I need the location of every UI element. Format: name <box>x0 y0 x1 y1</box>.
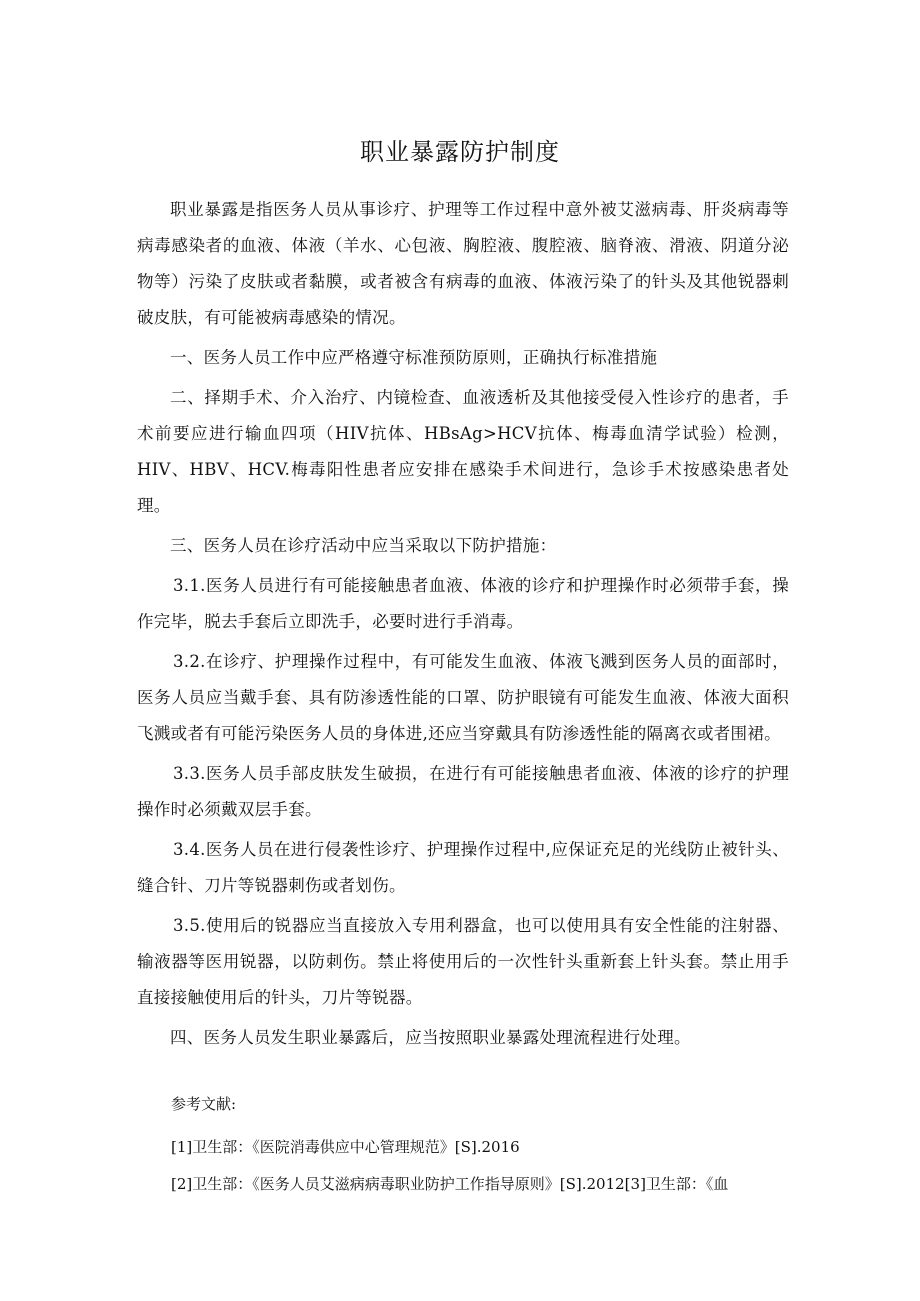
paragraph-section-3: 三、医务人员在诊疗活动中应当采取以下防护措施： <box>170 536 557 555</box>
paragraph-section-1: 一、医务人员工作中应严格遵守标准预防原则，正确执行标准措施 <box>170 348 658 367</box>
paragraph-item-3-4: 3.4.医务人员在进行侵袭性诊疗、护理操作过程中,应保证充足的光线防止被针头、缝合针、刀片等锐器刺伤或者划伤。 <box>137 840 789 895</box>
paragraph-section-2: 二、择期手术、介入治疗、内镜检查、血液透析及其他接受侵入性诊疗的患者，手术前要应进行输血四项（HIV抗体、HBsAg>HCV抗体、梅毒血清学试验）检测，HIV、HBV、HCV.梅毒阳性患者应安排在感染手术间进行，急诊手术按感染患者处理。 <box>137 388 789 515</box>
document-title: 职业暴露防护制度 <box>360 138 560 166</box>
document-body <box>137 192 789 1056</box>
paragraph-item-3-5: 3.5.使用后的锐器应当直接放入专用利器盒，也可以使用具有安全性能的注射器、输液器等医用锐器，以防刺伤。禁止将使用后的一次性针头重新套上针头套。禁止用手直接接触使用后的针头，刀片等锐器。 <box>137 916 789 1007</box>
paragraph-section-4: 四、医务人员发生职业暴露后，应当按照职业暴露处理流程进行处理。 <box>170 1028 691 1047</box>
reference-item: [1]卫生部：《医院消毒供应中心管理规范》[S].2016 <box>171 1138 520 1156</box>
paragraph-item-3-2: 3.2.在诊疗、护理操作过程中，有可能发生血液、体液飞溅到医务人员的面部时，医务人员应当戴手套、具有防渗透性能的口罩、防护眼镜有可能发生血液、体液大面积飞溅或者有可能污染医务人员的身体进,还应当穿戴具有防渗透性能的隔离衣或者围裙。 <box>137 652 789 743</box>
reference-item: [2]卫生部：《医务人员艾滋病病毒职业防护工作指导原则》[S].2012[3]卫生部：《血 <box>171 1175 729 1193</box>
references-section <box>171 1086 791 1203</box>
paragraph-definition: 职业暴露是指医务人员从事诊疗、护理等工作过程中意外被艾滋病毒、肝炎病毒等病毒感染者的血液、体液（羊水、心包液、胸腔液、腹腔液、脑脊液、滑液、阴道分泌物等）污染了皮肤或者黏膜，或者被含有病毒的血液、体液污染了的针头及其他锐器刺破皮肤，有可能被病毒感染的情况。 <box>137 200 789 327</box>
paragraph-item-3-1: 3.1.医务人员进行有可能接触患者血液、体液的诊疗和护理操作时必须带手套，操作完毕，脱去手套后立即洗手，必要时进行手消毒。 <box>137 576 789 631</box>
references-heading: 参考文献: <box>171 1095 237 1113</box>
paragraph-item-3-3: 3.3.医务人员手部皮肤发生破损，在进行有可能接触患者血液、体液的诊疗的护理操作时必须戴双层手套。 <box>137 764 789 819</box>
